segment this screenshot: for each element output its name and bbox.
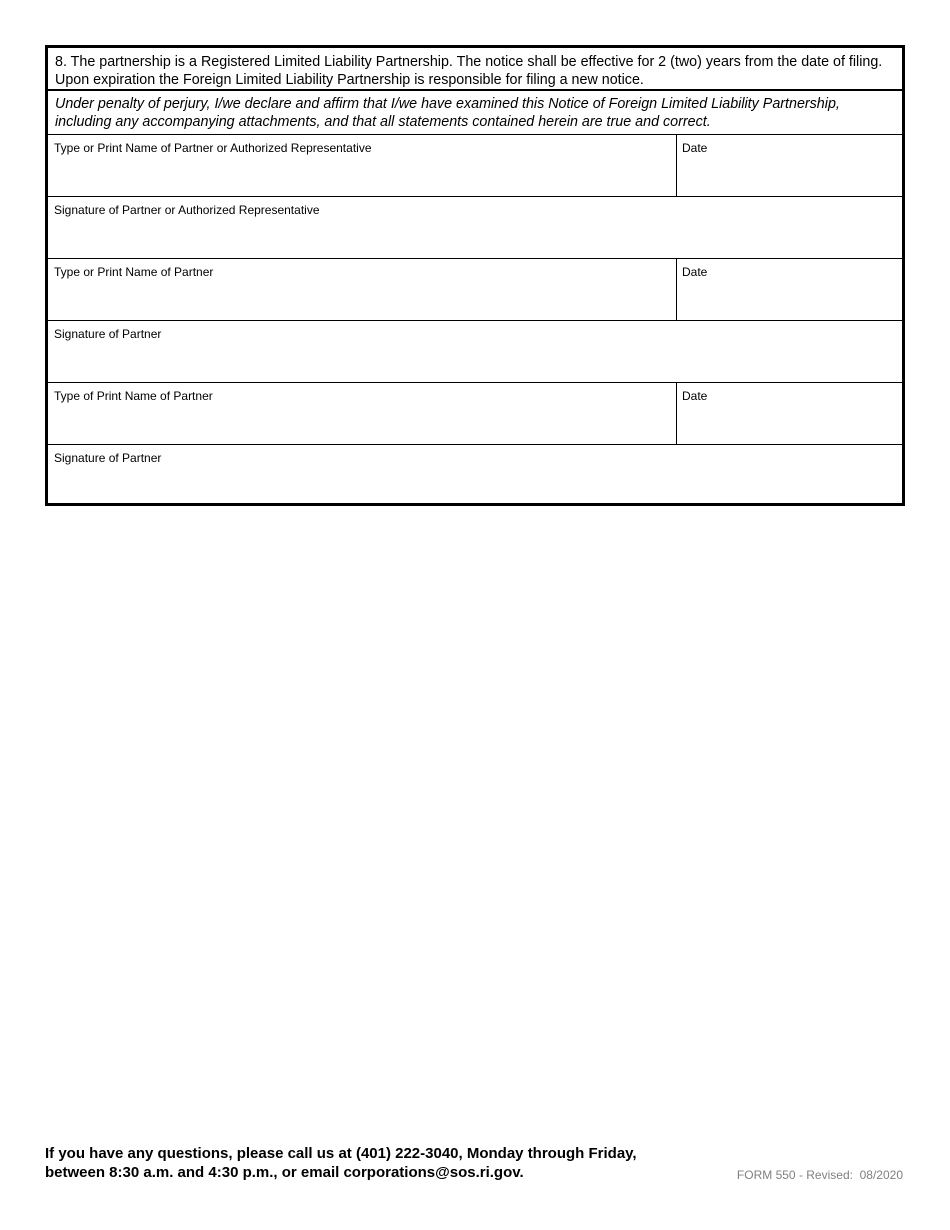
form-revision-id: FORM 550 - Revised: 08/2020	[736, 1168, 903, 1182]
signature-label-1: Signature of Partner or Authorized Representative	[54, 203, 320, 217]
date-cell-3	[676, 383, 903, 444]
signature-field-2[interactable]	[54, 344, 896, 378]
date-field-1[interactable]	[683, 158, 897, 192]
section-8-row	[48, 48, 902, 91]
name-row-2	[48, 259, 902, 321]
signature-row-1	[48, 197, 902, 259]
contact-info	[45, 1144, 637, 1182]
name-row-1	[48, 135, 902, 197]
signature-field-3[interactable]	[54, 465, 896, 499]
contact-line-2: between 8:30 a.m. and 4:30 p.m., or email corporations@sos.ri.gov.	[45, 1164, 524, 1181]
signature-row-3	[48, 445, 902, 503]
contact-line-1: If you have any questions, please call us at (401) 222-3040, Monday through Friday,	[45, 1145, 637, 1162]
date-label-3: Date	[682, 389, 708, 403]
section-8-statement: 8. The partnership is a Registered Limited Liability Partnership. The notice shall be effective for 2 (two) years from the date of filing. Upon expiration the Foreign Limited Liability Partnership is responsible for filing a new notice.	[55, 54, 883, 88]
signature-label-2: Signature of Partner	[54, 327, 162, 341]
attestation-row	[48, 91, 902, 135]
name-label-2: Type or Print Name of Partner	[54, 265, 214, 279]
name-field-2[interactable]	[54, 282, 670, 316]
name-label-1: Type or Print Name of Partner or Authorized Representative	[54, 141, 372, 155]
signature-field-1[interactable]	[54, 220, 896, 254]
perjury-attestation: Under penalty of perjury, I/we declare and affirm that I/we have examined this Notice of Foreign Limited Liability Partnership, including any accompanying attachments, and that all statements contained herein are true and correct.	[55, 96, 840, 130]
name-field-1[interactable]	[54, 158, 670, 192]
signature-form-box	[45, 45, 905, 506]
name-field-3[interactable]	[54, 406, 670, 440]
date-cell-1	[676, 135, 903, 196]
name-label-3: Type of Print Name of Partner	[54, 389, 213, 403]
signature-label-3: Signature of Partner	[54, 451, 162, 465]
name-row-3	[48, 383, 902, 445]
date-label-1: Date	[682, 141, 708, 155]
signature-row-2	[48, 321, 902, 383]
date-label-2: Date	[682, 265, 708, 279]
date-field-2[interactable]	[683, 282, 897, 316]
date-field-3[interactable]	[683, 406, 897, 440]
date-cell-2	[676, 259, 903, 320]
